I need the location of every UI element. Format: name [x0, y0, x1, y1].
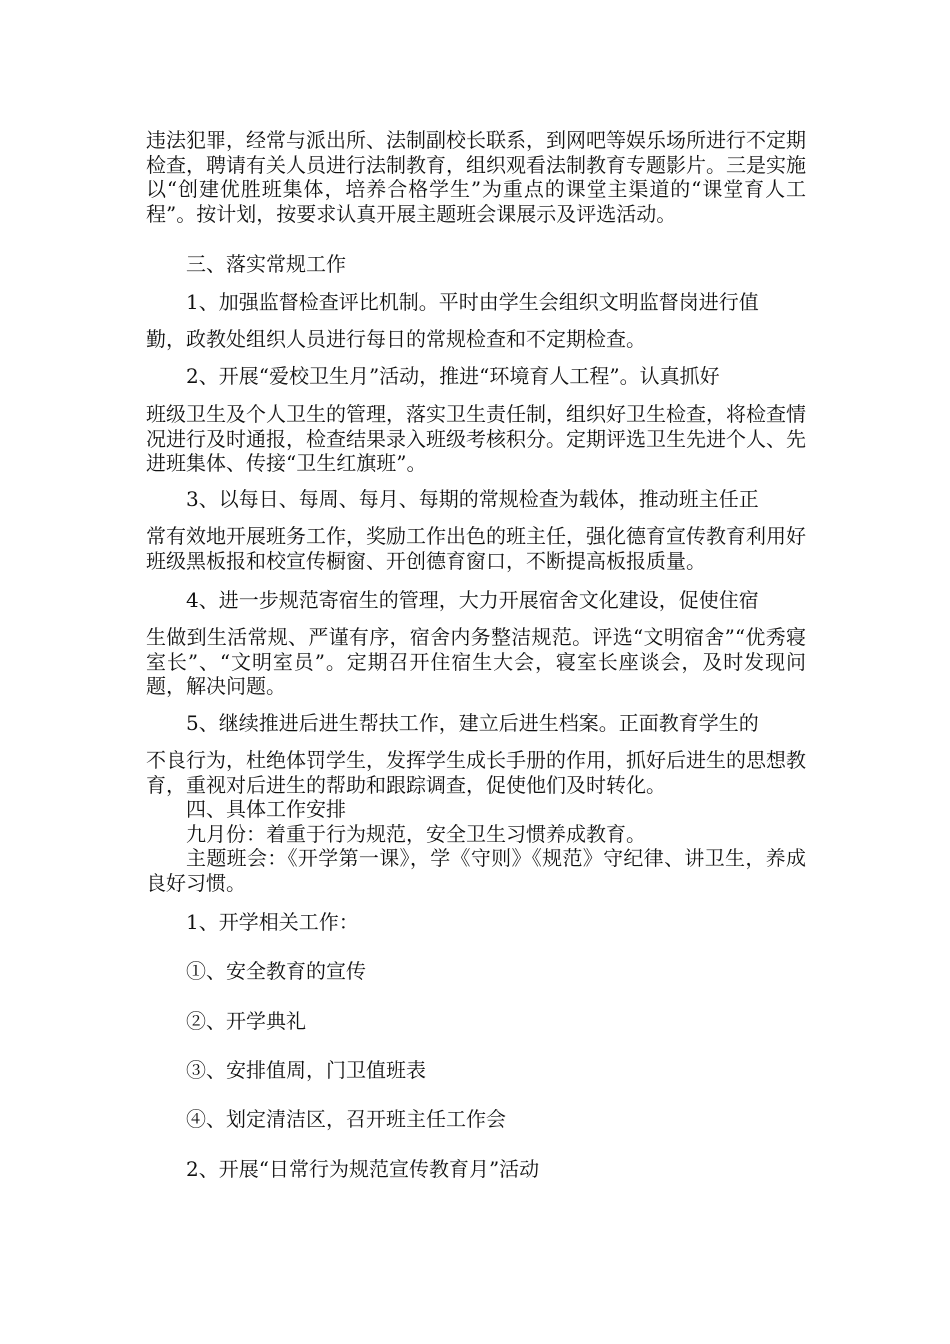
heading-routine-work: 三、落实常规工作 — [186, 252, 346, 276]
item-4-line-1: 4、进一步规范寄宿生的管理，大力开展宿舍文化建设，促使住宿 — [186, 588, 759, 612]
september-focus: 九月份：着重于行为规范，安全卫生习惯养成教育。 — [186, 822, 646, 846]
sub-item-duty-schedule: ③、安排值周，门卫值班表 — [186, 1058, 426, 1082]
item-2-line-1: 2、开展“爱校卫生月”活动，推进“环境育人工程”。认真抓好 — [186, 364, 720, 388]
work-item-2: 2、开展“日常行为规范宣传教育月”活动 — [186, 1157, 540, 1181]
heading-schedule: 四、具体工作安排 — [186, 797, 346, 821]
theme-class-meeting: 主题班会：《开学第一课》，学《守则》《规范》守纪律、讲卫生，养成良好习惯。 — [146, 846, 806, 895]
item-3-line-1: 3、以每日、每周、每月、每期的常规检查为载体，推动班主任正 — [186, 487, 759, 511]
item-2-continuation: 班级卫生及个人卫生的管理，落实卫生责任制，组织好卫生检查，将检查情况进行及时通报，检查结果录入班级考核积分。定期评选卫生先进个人、先进班集体、传接“卫生红旗班”。 — [146, 402, 806, 475]
item-5-continuation: 不良行为，杜绝体罚学生，发挥学生成长手册的作用，抓好后进生的思想教育，重视对后进生的帮助和跟踪调查，促使他们及时转化。 — [146, 748, 806, 797]
item-3-continuation: 常有效地开展班务工作，奖励工作出色的班主任，强化德育宣传教育利用好班级黑板报和校宣传橱窗、开创德育窗口，不断提高板报质量。 — [146, 524, 806, 573]
item-5-line-1: 5、继续推进后进生帮扶工作，建立后进生档案。正面教育学生的 — [186, 711, 759, 735]
item-4-continuation: 生做到生活常规、严谨有序，宿舍内务整洁规范。评选“文明宿舍”“优秀寝室长”、“文明室员”。定期召开住宿生大会，寝室长座谈会，及时发现问题，解决问题。 — [146, 625, 806, 698]
sub-item-safety-education: ①、安全教育的宣传 — [186, 959, 366, 983]
sub-item-cleaning-area: ④、划定清洁区，召开班主任工作会 — [186, 1107, 506, 1131]
item-1-line-1: 1、加强监督检查评比机制。平时由学生会组织文明监督岗进行值 — [186, 290, 759, 314]
work-item-1: 1、开学相关工作： — [186, 910, 359, 934]
sub-item-opening-ceremony: ②、开学典礼 — [186, 1009, 306, 1033]
paragraph-legal-education: 违法犯罪，经常与派出所、法制副校长联系，到网吧等娱乐场所进行不定期检查，聘请有关人员进行法制教育，组织观看法制教育专题影片。三是实施以“创建优胜班集体，培养合格学生”为重点的课堂主渠道的“课堂育人工程”。按计划，按要求认真开展主题班会课展示及评选活动。 — [146, 128, 806, 226]
item-1-continuation: 勤，政教处组织人员进行每日的常规检查和不定期检查。 — [146, 327, 646, 351]
